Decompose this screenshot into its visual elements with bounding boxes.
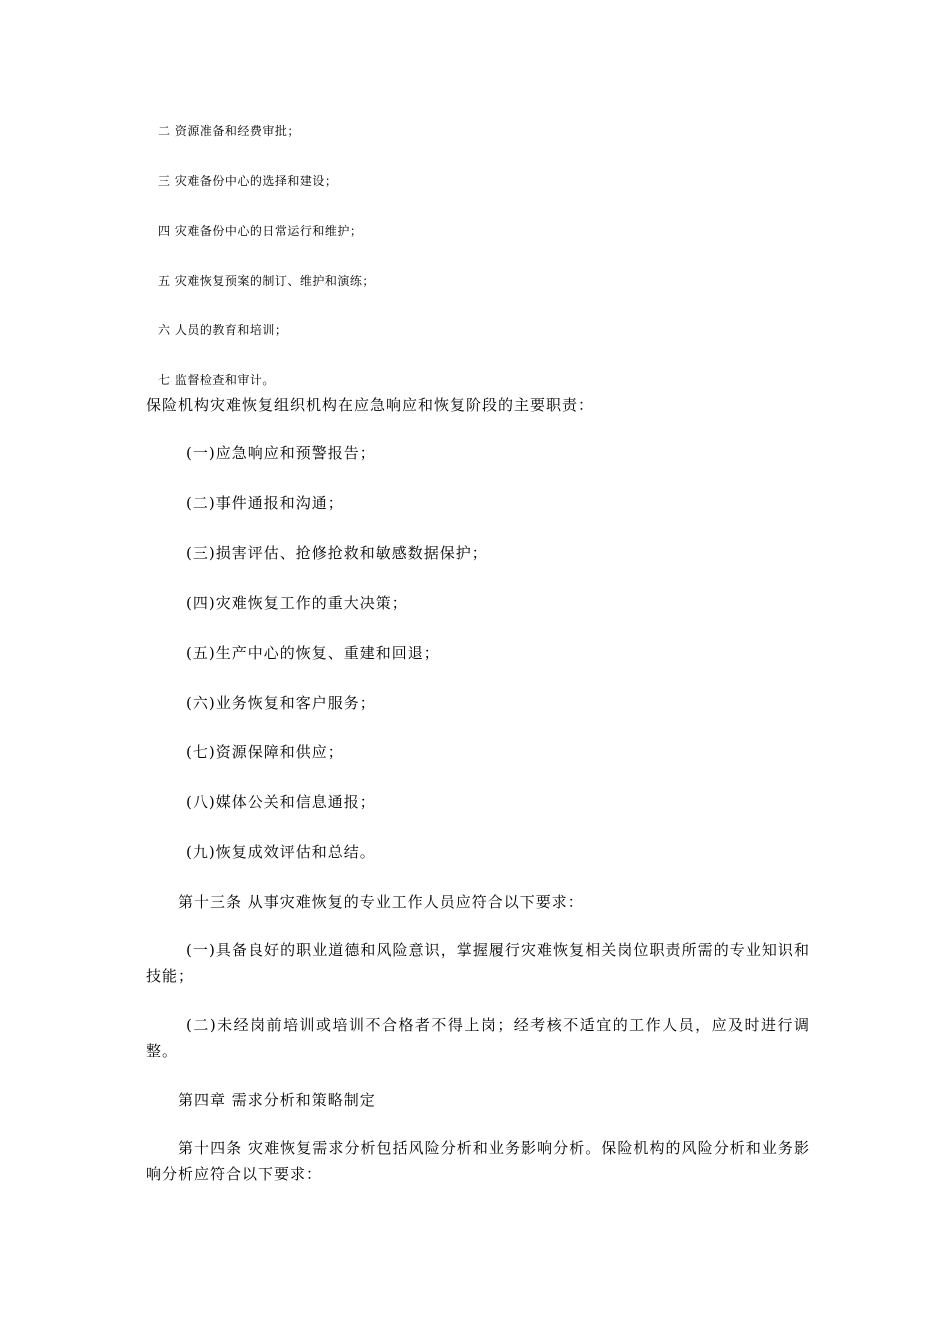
list-item-7: 七 监督检查和审计。 [158, 373, 275, 387]
article-13-item-1: (一)具备良好的职业道德和风险意识，掌握履行灾难恢复相关岗位职责所需的专业知识和技能； [146, 941, 810, 985]
duty-item-3: (三)损害评估、抢修抢救和敏感数据保护； [186, 544, 488, 562]
duty-item-8: (八)媒体公关和信息通报； [186, 793, 376, 811]
duties-heading: 保险机构灾难恢复组织机构在应急响应和恢复阶段的主要职责： [146, 396, 595, 414]
list-item-4: 四 灾难备份中心的日常运行和维护； [158, 224, 363, 238]
duty-item-2: (二)事件通报和沟通； [186, 494, 344, 512]
duty-item-9: (九)恢复成效评估和总结。 [186, 843, 376, 861]
duty-item-6: (六)业务恢复和客户服务； [186, 694, 376, 712]
article-14-paragraph: 第十四条 灾难恢复需求分析包括风险分析和业务影响分析。保险机构的风险分析和业务影响分析应符合以下要求： [146, 1139, 810, 1183]
list-item-2: 二 资源准备和经费审批； [158, 124, 300, 138]
list-item-3: 三 灾难备份中心的选择和建设； [158, 174, 338, 188]
duty-item-5: (五)生产中心的恢复、重建和回退； [186, 644, 440, 662]
article-13-heading: 第十三条 从事灾难恢复的专业工作人员应符合以下要求： [178, 893, 584, 911]
duty-item-7: (七)资源保障和供应； [186, 743, 344, 761]
article-13-item-2: (二)未经岗前培训或培训不合格者不得上岗；经考核不适宜的工作人员，应及时进行调整。 [146, 1016, 810, 1060]
chapter-4-heading: 第四章 需求分析和策略制定 [178, 1091, 376, 1109]
duty-item-1: (一)应急响应和预警报告； [186, 444, 376, 462]
duty-item-4: (四)灾难恢复工作的重大决策； [186, 594, 408, 612]
list-item-5: 五 灾难恢复预案的制订、维护和演练； [158, 274, 375, 288]
list-item-6: 六 人员的教育和培训； [158, 323, 288, 337]
